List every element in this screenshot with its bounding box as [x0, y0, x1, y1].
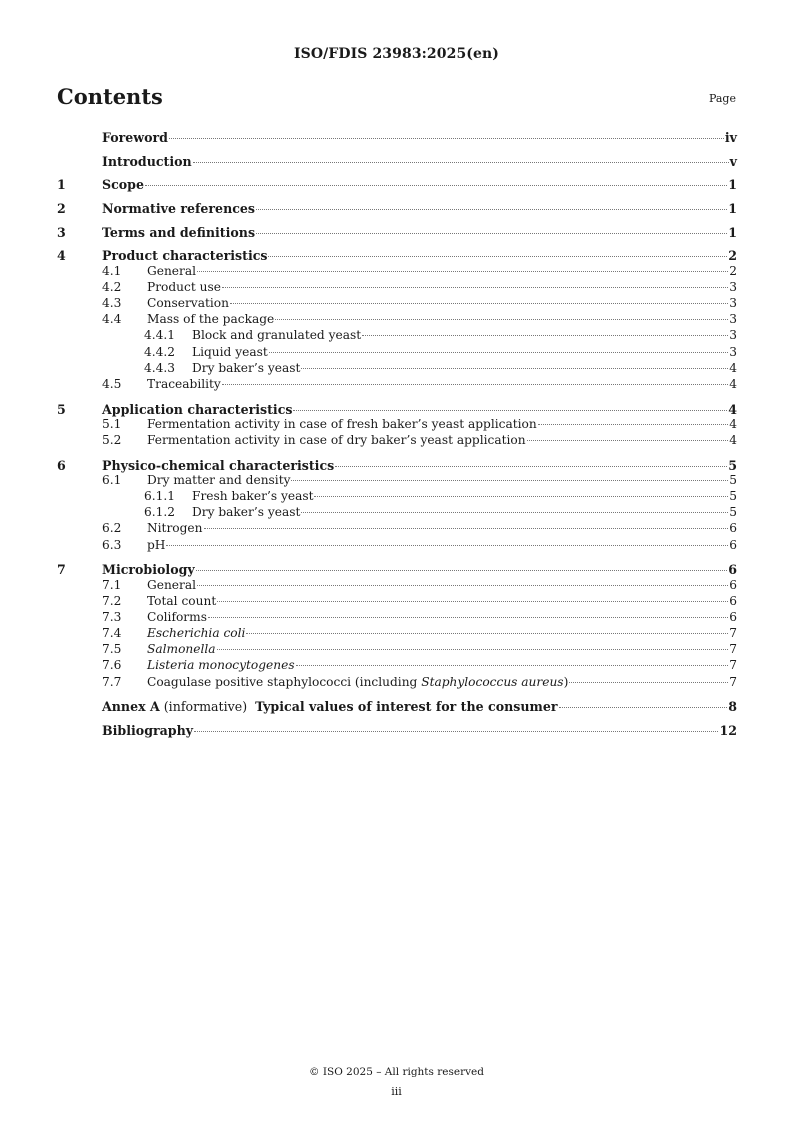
toc-entry-page: v — [729, 153, 737, 169]
toc-entry-page: 5 — [729, 489, 737, 504]
toc-entry-page: 4 — [729, 416, 737, 431]
toc-entry-title-text: Block and granulated yeast — [192, 328, 362, 343]
toc-entry-title — [102, 175, 144, 195]
toc-entry-number: 6.2 — [102, 521, 122, 536]
dot-leader — [293, 410, 727, 411]
toc-entry-page: 3 — [729, 312, 737, 327]
toc-entry-title-text: Foreword — [102, 130, 168, 145]
toc-entry-page: 12 — [719, 723, 737, 738]
toc-entry[interactable] — [57, 263, 737, 279]
toc-entry[interactable] — [57, 625, 737, 641]
toc-entry-page: 4 — [728, 401, 737, 417]
dot-leader — [222, 384, 728, 385]
toc-entry-page: 4 — [729, 360, 737, 375]
toc-entry-title-text: Liquid yeast — [192, 344, 268, 359]
toc-entry-title-text: General — [147, 263, 196, 278]
toc-entry-number: 7.6 — [102, 658, 122, 673]
toc-entry-title — [102, 223, 255, 243]
dot-leader — [291, 480, 728, 481]
toc-entry[interactable] — [57, 472, 737, 488]
toc-entry[interactable] — [57, 520, 737, 536]
toc-entry-title-text: Product characteristics — [102, 248, 268, 264]
toc-entry-title — [147, 593, 216, 609]
toc-entry[interactable] — [57, 199, 737, 223]
dot-leader — [197, 271, 728, 272]
toc-entry-page: 6 — [729, 593, 737, 608]
toc-entry-title-text: Dry matter and density — [147, 472, 291, 487]
toc-entry-title — [102, 128, 168, 148]
toc-entry-title-text: Annex A — [102, 699, 160, 715]
dot-leader — [268, 256, 727, 257]
toc-entry-number: 4.2 — [102, 279, 122, 294]
toc-entry-number: 4 — [57, 248, 66, 264]
toc-entry-title — [192, 504, 300, 520]
toc-entry-title — [192, 344, 268, 360]
table-of-contents — [57, 128, 737, 745]
toc-entry-title-text: Introduction — [102, 153, 192, 169]
toc-entry-page: 6 — [729, 537, 737, 552]
dot-leader — [559, 707, 728, 708]
toc-entry-title-text: Nitrogen — [147, 521, 203, 536]
toc-entry-title — [147, 520, 203, 536]
toc-entry[interactable] — [57, 152, 737, 176]
toc-entry-title — [147, 311, 274, 327]
dot-leader — [222, 287, 728, 288]
toc-entry[interactable] — [57, 504, 737, 520]
dot-leader — [275, 319, 728, 320]
toc-entry-title-text: Coliforms — [147, 609, 207, 624]
toc-entry-number: 7.5 — [102, 642, 122, 657]
toc-entry-number: 7.3 — [102, 609, 122, 624]
toc-entry-title-text: Conservation — [147, 296, 229, 310]
toc-entry-title-note: (informative) — [159, 699, 256, 715]
toc-entry-number: 1 — [57, 177, 66, 193]
toc-entry[interactable] — [57, 416, 737, 432]
toc-entry-title-text: Dry baker’s yeast — [192, 360, 301, 375]
page-title: Contents — [57, 84, 163, 109]
toc-entry-title — [147, 472, 290, 488]
dot-leader — [169, 138, 724, 139]
dot-leader — [230, 303, 728, 304]
toc-entry-title — [147, 295, 229, 311]
toc-entry[interactable] — [57, 697, 737, 721]
toc-entry[interactable] — [57, 674, 737, 690]
toc-entry-title — [147, 279, 221, 295]
dot-leader — [296, 665, 729, 666]
dot-leader — [217, 601, 728, 602]
toc-entry-page: 6 — [729, 609, 737, 624]
toc-entry-number: 6.1 — [102, 472, 122, 487]
dot-leader — [301, 368, 728, 369]
toc-entry-title — [147, 416, 537, 432]
toc-entry-title-text: Fermentation activity in case of fresh baker’s yeast application — [147, 416, 537, 431]
dot-leader — [196, 570, 728, 571]
toc-entry[interactable] — [57, 327, 737, 343]
toc-entry-title — [147, 432, 526, 448]
toc-entry[interactable] — [57, 311, 737, 327]
toc-entry-number: 4.4 — [102, 312, 122, 327]
toc-entry-number: 6.1.1 — [144, 489, 176, 504]
toc-entry-title-text: Traceability — [147, 376, 221, 391]
toc-entry-page: 4 — [729, 376, 737, 391]
toc-entry[interactable] — [57, 400, 737, 416]
toc-entry-title-text: Salmonella — [147, 642, 216, 657]
toc-entry-title-text: Microbiology — [102, 562, 195, 578]
toc-entry-number: 7.1 — [102, 577, 122, 592]
toc-entry-number: 2 — [57, 201, 66, 217]
toc-entry-number: 3 — [57, 224, 66, 240]
toc-entry-page: 3 — [729, 328, 737, 343]
toc-entry[interactable] — [57, 279, 737, 295]
toc-entry[interactable] — [57, 488, 737, 504]
toc-entry-number: 4.3 — [102, 296, 122, 310]
toc-entry-page: 5 — [729, 505, 737, 520]
toc-entry-page: 6 — [729, 577, 737, 592]
toc-entry-page: 2 — [729, 263, 737, 278]
toc-entry-title-text: Application characteristics — [102, 401, 293, 417]
dot-leader — [569, 682, 728, 683]
toc-entry-page: 8 — [728, 699, 737, 715]
toc-entry-title-text: Normative references — [102, 201, 256, 217]
toc-entry-title — [102, 152, 192, 172]
toc-entry-title-text: Total count — [147, 593, 217, 608]
toc-entry-title — [102, 721, 193, 741]
toc-entry[interactable] — [57, 360, 737, 376]
toc-entry[interactable] — [57, 246, 737, 262]
toc-entry[interactable] — [57, 128, 737, 152]
toc-entry-page: 7 — [729, 674, 737, 689]
toc-entry-page: 4 — [729, 433, 737, 447]
toc-entry-title-text: General — [147, 577, 196, 592]
toc-entry-title — [147, 537, 165, 553]
toc-entry-title-text: Bibliography — [102, 723, 194, 738]
toc-entry-page: 7 — [729, 658, 737, 673]
toc-entry-title — [192, 488, 313, 504]
dot-leader — [208, 617, 728, 618]
toc-entry-title — [147, 609, 207, 625]
toc-entry-number: 7.4 — [102, 626, 122, 641]
toc-entry-page: 7 — [729, 626, 737, 641]
toc-entry[interactable] — [57, 344, 737, 360]
toc-entry-title — [102, 199, 255, 219]
toc-entry[interactable] — [57, 609, 737, 625]
toc-entry-number: 4.1 — [102, 263, 122, 278]
toc-entry-page: 1 — [728, 224, 737, 240]
page-column-label: Page — [708, 92, 736, 105]
toc-entry-number: 7.7 — [102, 674, 122, 689]
toc-entry-page: 3 — [729, 279, 737, 294]
dot-leader — [362, 335, 728, 336]
toc-entry-page: 1 — [728, 177, 737, 193]
toc-entry-title — [192, 327, 361, 343]
toc-entry-number: 7.2 — [102, 593, 122, 608]
toc-entry-title — [192, 360, 300, 376]
toc-entry-title — [102, 697, 558, 717]
toc-entry[interactable] — [57, 560, 737, 576]
toc-entry-page: 3 — [729, 296, 737, 310]
toc-entry-number: 5.2 — [102, 433, 122, 447]
toc-entry-title-text: Product use — [147, 279, 221, 294]
toc-entry-title — [147, 376, 221, 392]
toc-entry-title — [147, 625, 245, 641]
toc-entry-title-text: Fermentation activity in case of dry baker’s yeast application — [147, 433, 526, 447]
toc-entry[interactable] — [57, 175, 737, 199]
toc-entry[interactable] — [57, 376, 737, 392]
dot-leader — [217, 649, 729, 650]
dot-leader — [256, 209, 727, 210]
toc-entry-page: 5 — [728, 457, 737, 473]
toc-entry-title-italic: Staphylococcus aureus — [421, 674, 564, 689]
toc-entry-title-end: ) — [563, 674, 569, 689]
dot-leader — [314, 496, 728, 497]
dot-leader — [204, 528, 729, 529]
toc-entry[interactable] — [57, 641, 737, 657]
toc-entry-title-text: Scope — [102, 177, 144, 193]
dot-leader — [301, 512, 728, 513]
toc-entry-title-text: Fresh baker’s yeast — [192, 489, 314, 504]
toc-entry-page: iv — [724, 130, 737, 145]
toc-entry-title-text: Escherichia coli — [147, 626, 246, 641]
toc-entry-page: 6 — [728, 562, 737, 578]
toc-entry[interactable] — [57, 223, 737, 247]
toc-entry[interactable] — [57, 432, 737, 448]
toc-entry[interactable] — [57, 537, 737, 553]
toc-entry-number: 4.4.3 — [144, 360, 176, 375]
toc-entry[interactable] — [57, 295, 737, 311]
toc-entry[interactable] — [57, 721, 737, 745]
toc-entry-page: 3 — [729, 344, 737, 359]
page-number: iii — [391, 1085, 402, 1098]
toc-entry-title-text: Terms and definitions — [102, 224, 256, 240]
toc-entry-page: 5 — [729, 472, 737, 487]
toc-entry-number: 4.4.1 — [144, 328, 176, 343]
dot-leader — [335, 466, 727, 467]
toc-entry-title — [147, 263, 196, 279]
toc-entry[interactable] — [57, 456, 737, 472]
dot-leader — [166, 545, 728, 546]
toc-entry-number: 5.1 — [102, 416, 122, 431]
dot-leader — [538, 424, 729, 425]
toc-entry-title-text: Listeria monocytogenes — [147, 658, 295, 673]
dot-leader — [193, 162, 729, 163]
toc-entry-title-text: pH — [147, 537, 166, 552]
toc-entry-title-text: Dry baker’s yeast — [192, 505, 301, 520]
dot-leader — [256, 233, 727, 234]
toc-entry-title — [147, 657, 295, 673]
dot-leader — [269, 352, 729, 353]
toc-entry-page: 2 — [728, 248, 737, 264]
dot-leader — [194, 731, 718, 732]
dot-leader — [246, 633, 728, 634]
dot-leader — [527, 440, 729, 441]
toc-entry[interactable] — [57, 577, 737, 593]
toc-entry[interactable] — [57, 657, 737, 673]
dot-leader — [197, 585, 728, 586]
toc-entry-number: 7 — [57, 562, 66, 578]
dot-leader — [145, 185, 727, 186]
copyright-notice: © ISO 2025 – All rights reserved — [309, 1066, 484, 1078]
toc-entry-number: 4.4.2 — [144, 344, 176, 359]
toc-entry[interactable] — [57, 593, 737, 609]
toc-entry-number: 6.3 — [102, 537, 122, 552]
toc-entry-title — [147, 674, 568, 690]
toc-entry-title-text: Mass of the package — [147, 312, 275, 327]
toc-entry-page: 1 — [728, 201, 737, 217]
toc-entry-number: 6.1.2 — [144, 505, 176, 520]
document-id: ISO/FDIS 23983:2025(en) — [293, 46, 500, 62]
toc-entry-title-text: Coagulase positive staphylococci (including — [147, 674, 422, 689]
toc-entry-number: 5 — [57, 401, 66, 417]
toc-entry-title-text: Physico-chemical characteristics — [102, 457, 335, 473]
toc-entry-title-end: Typical values of interest for the consumer — [255, 699, 558, 715]
toc-entry-number: 4.5 — [102, 376, 122, 391]
toc-entry-title — [147, 641, 216, 657]
toc-entry-title — [147, 577, 196, 593]
toc-entry-number: 6 — [57, 457, 66, 473]
toc-entry-page: 7 — [729, 642, 737, 657]
toc-entry-page: 6 — [729, 521, 737, 536]
